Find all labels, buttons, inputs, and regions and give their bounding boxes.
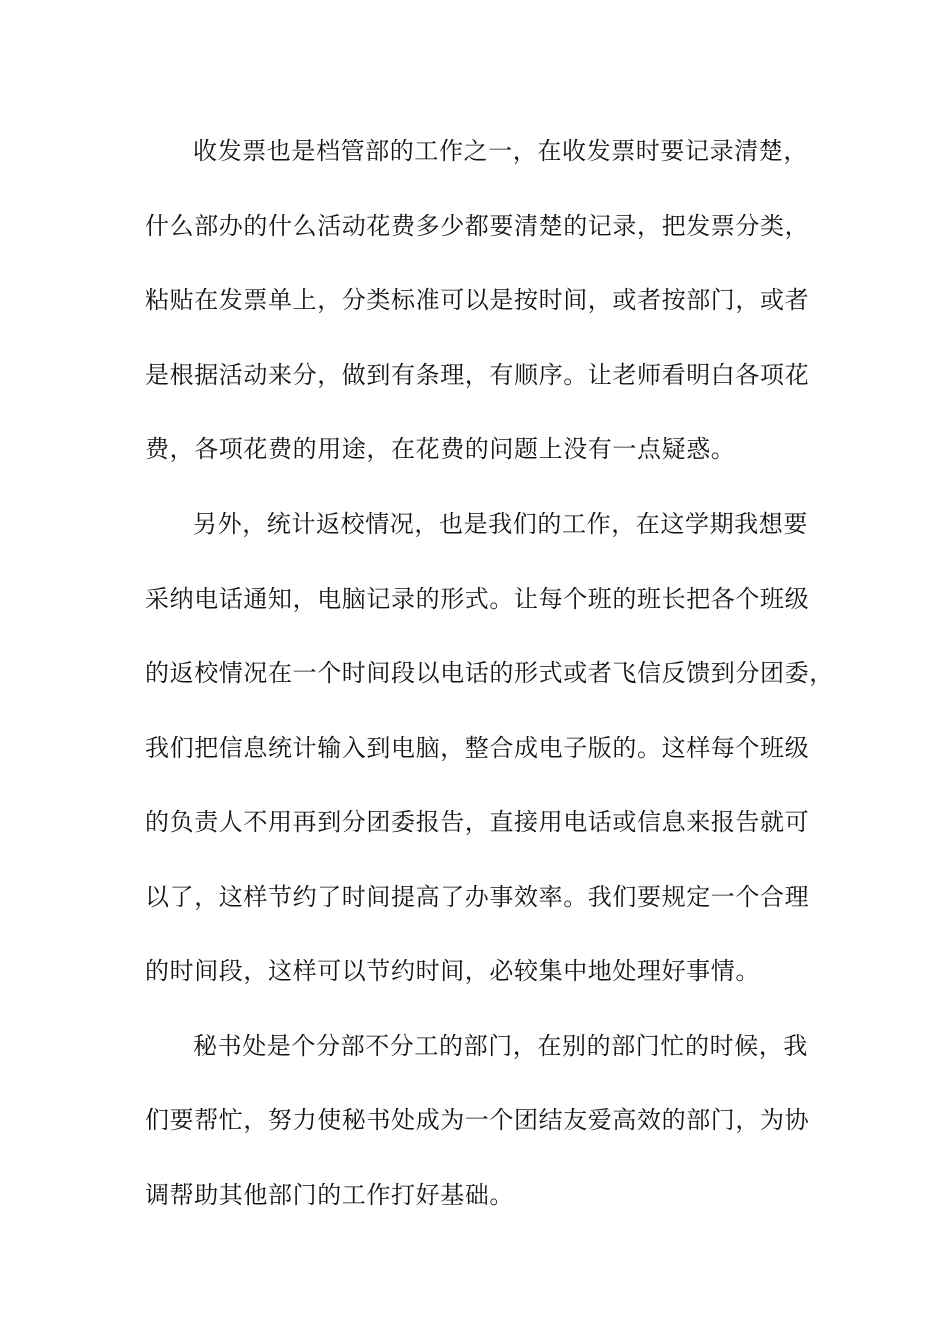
paragraph-3-line-2: 们要帮忙，努力使秘书处成为一个团结友爱高效的部门，为协 xyxy=(145,1106,810,1134)
paragraph-1-line-3: 粘贴在发票单上，分类标准可以是按时间，或者按部门，或者 xyxy=(145,286,810,314)
paragraph-1-line-5: 费，各项花费的用途，在花费的问题上没有一点疑惑。 xyxy=(145,435,736,463)
paragraph-1-line-1: 收发票也是档管部的工作之一，在收发票时要记录清楚， xyxy=(193,137,808,165)
paragraph-2-line-1: 另外，统计返校情况，也是我们的工作，在这学期我想要 xyxy=(193,510,808,538)
paragraph-2-line-4: 我们把信息统计输入到电脑，整合成电子版的。这样每个班级 xyxy=(145,734,810,762)
paragraph-2-line-5: 的负责人不用再到分团委报告，直接用电话或信息来报告就可 xyxy=(145,808,810,836)
paragraph-3-line-3: 调帮助其他部门的工作打好基础。 xyxy=(145,1181,514,1209)
paragraph-3-line-1: 秘书处是个分部不分工的部门，在别的部门忙的时候，我 xyxy=(193,1032,808,1060)
paragraph-2-line-6: 以了，这样节约了时间提高了办事效率。我们要规定一个合理 xyxy=(145,883,810,911)
paragraph-1-line-2: 什么部办的什么活动花费多少都要清楚的记录，把发票分类， xyxy=(145,212,810,240)
paragraph-1-line-4: 是根据活动来分，做到有条理，有顺序。让老师看明白各项花 xyxy=(145,361,810,389)
paragraph-2-line-3: 的返校情况在一个时间段以电话的形式或者飞信反馈到分团委， xyxy=(145,659,834,687)
paragraph-2-line-7: 的时间段，这样可以节约时间，必较集中地处理好事情。 xyxy=(145,957,760,985)
paragraph-2-line-2: 采纳电话通知，电脑记录的形式。让每个班的班长把各个班级 xyxy=(145,585,810,613)
